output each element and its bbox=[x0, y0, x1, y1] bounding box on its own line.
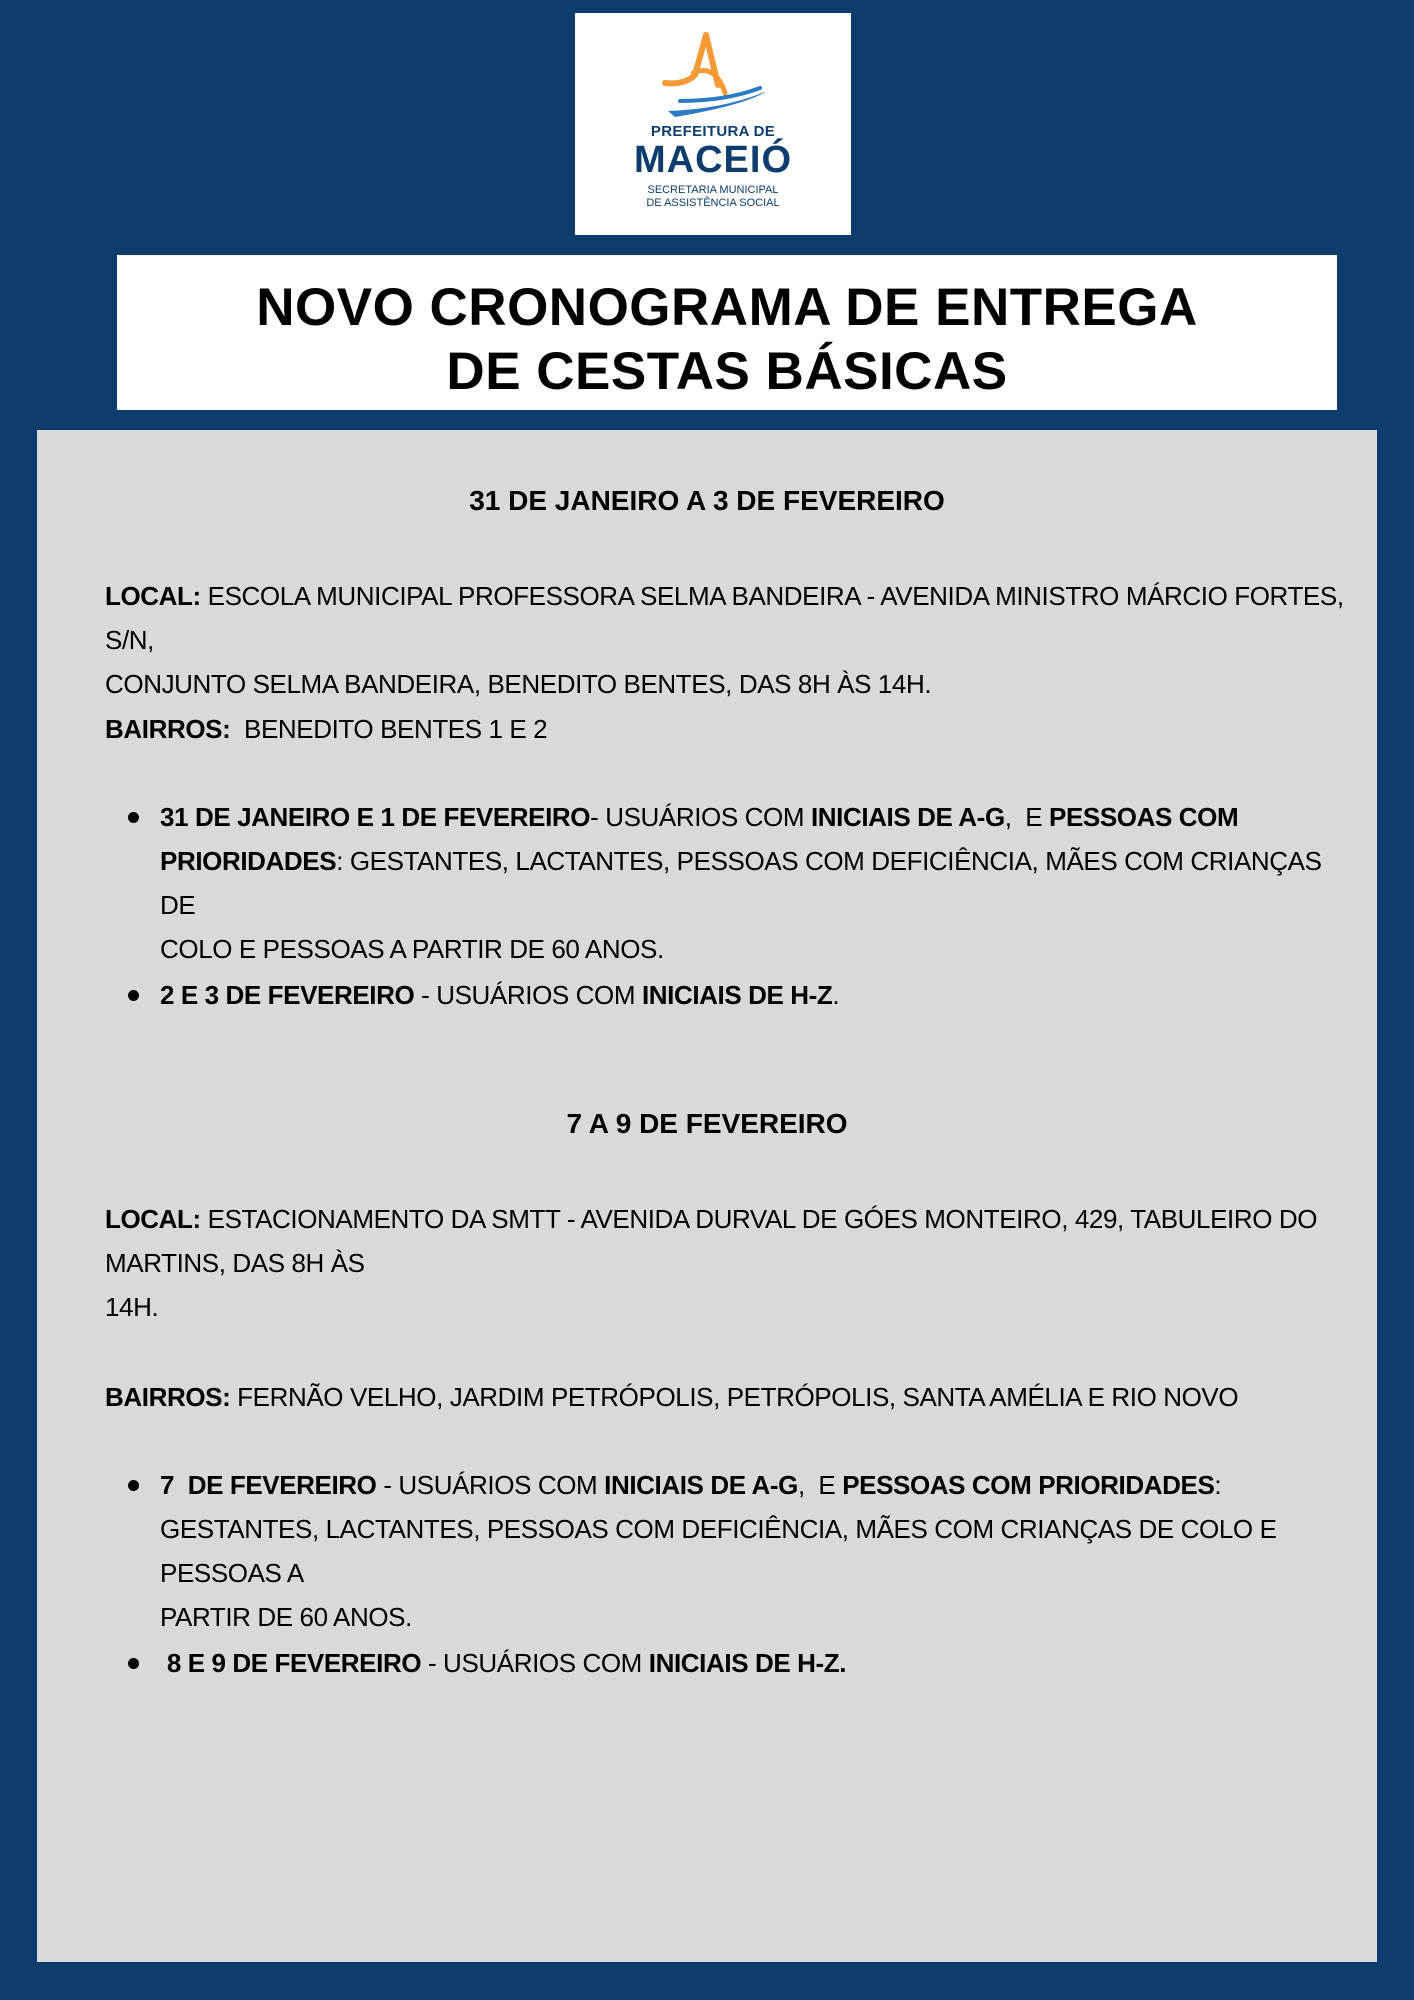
local-text: 14H. bbox=[105, 1292, 159, 1322]
bullet-date: 7 DE FEVEREIRO bbox=[160, 1470, 377, 1500]
bairros-text: FERNÃO VELHO, JARDIM PETRÓPOLIS, PETRÓPOLIS, SANTA AMÉLIA E RIO NOVO bbox=[230, 1382, 1239, 1412]
logo-subtitle-1: SECRETARIA MUNICIPAL bbox=[647, 184, 779, 196]
section-1-bullet-2 bbox=[160, 973, 1360, 1017]
logo bbox=[575, 13, 851, 235]
bullet-text: : bbox=[1214, 1470, 1222, 1500]
bullet-priority: PESSOAS COM PRIORIDADES bbox=[842, 1470, 1215, 1500]
bullet-text: - USUÁRIOS COM bbox=[414, 980, 642, 1010]
bullet-date: 31 DE JANEIRO E 1 DE FEVEREIRO bbox=[160, 802, 591, 832]
bullet-initials: INICIAIS DE A-G bbox=[810, 802, 1005, 832]
bullet-text: : GESTANTES, LACTANTES, PESSOAS COM DEFICIÊNCIA, MÃES COM CRIANÇAS DE bbox=[160, 846, 1322, 920]
local-label: LOCAL: bbox=[105, 581, 201, 611]
bairros-text: BENEDITO BENTES 1 E 2 bbox=[230, 714, 548, 744]
bullet-initials: INICIAIS DE H-Z bbox=[641, 980, 833, 1010]
bullet-icon bbox=[128, 1480, 139, 1491]
local-text: MARTINS, DAS 8H ÀS bbox=[105, 1248, 365, 1278]
logo-subtitle-2: DE ASSISTÊNCIA SOCIAL bbox=[646, 197, 780, 209]
bullet-text: - USUÁRIOS COM bbox=[376, 1470, 605, 1500]
page-title bbox=[117, 255, 1337, 410]
bullet-text: PARTIR DE 60 ANOS. bbox=[160, 1602, 412, 1632]
logo-line2: MACEIÓ bbox=[634, 139, 792, 181]
bairros-label: BAIRROS: bbox=[105, 1382, 231, 1412]
schedule-content bbox=[37, 430, 1377, 1962]
local-label: LOCAL: bbox=[105, 1204, 201, 1234]
local-text: ESCOLA MUNICIPAL PROFESSORA SELMA BANDEIRA - AVENIDA MINISTRO MÁRCIO FORTES, S/N, bbox=[105, 581, 1344, 655]
bullet-text: , E bbox=[1004, 802, 1050, 832]
bullet-text: , E bbox=[797, 1470, 843, 1500]
section-2-local bbox=[105, 1197, 1375, 1329]
section-1-bullet-1 bbox=[160, 795, 1360, 971]
bullet-text: GESTANTES, LACTANTES, PESSOAS COM DEFICIÊNCIA, MÃES COM CRIANÇAS DE COLO E PESSOAS A bbox=[160, 1514, 1277, 1588]
section-1-bairros bbox=[105, 707, 1375, 751]
bullet-priority: PESSOAS COM bbox=[1049, 802, 1239, 832]
bullet-initials: INICIAIS DE A-G bbox=[604, 1470, 798, 1500]
title-line-1: NOVO CRONOGRAMA DE ENTREGA bbox=[256, 278, 1198, 337]
bullet-priority: PRIORIDADES bbox=[160, 846, 337, 876]
section-1-local bbox=[105, 574, 1375, 706]
local-text: CONJUNTO SELMA BANDEIRA, BENEDITO BENTES, DAS 8H ÀS 14H. bbox=[105, 669, 932, 699]
maceio-logo-icon bbox=[575, 13, 851, 133]
local-text: ESTACIONAMENTO DA SMTT - AVENIDA DURVAL DE GÓES MONTEIRO, 429, TABULEIRO DO bbox=[200, 1204, 1318, 1234]
section-1-heading: 31 DE JANEIRO A 3 DE FEVEREIRO bbox=[469, 485, 945, 516]
bullet-icon bbox=[128, 1658, 139, 1669]
section-2-heading: 7 A 9 DE FEVEREIRO bbox=[566, 1108, 848, 1139]
logo-line1: PREFEITURA DE bbox=[650, 123, 776, 140]
section-2-bullet-1 bbox=[160, 1463, 1360, 1639]
bullet-icon bbox=[128, 812, 139, 823]
bullet-icon bbox=[128, 990, 139, 1001]
bullet-date: 2 E 3 DE FEVEREIRO bbox=[160, 980, 415, 1010]
bullet-text: . bbox=[832, 980, 840, 1010]
bullet-date: 8 E 9 DE FEVEREIRO bbox=[160, 1648, 422, 1678]
bullet-text: - USUÁRIOS COM bbox=[590, 802, 811, 832]
section-2-bairros bbox=[105, 1375, 1375, 1419]
section-2-bullet-2 bbox=[160, 1641, 1360, 1685]
title-line-2: DE CESTAS BÁSICAS bbox=[446, 342, 1008, 401]
bullet-text: COLO E PESSOAS A PARTIR DE 60 ANOS. bbox=[160, 934, 664, 964]
bullet-initials: INICIAIS DE H-Z. bbox=[648, 1648, 847, 1678]
bairros-label: BAIRROS: bbox=[105, 714, 231, 744]
bullet-text: - USUÁRIOS COM bbox=[421, 1648, 649, 1678]
